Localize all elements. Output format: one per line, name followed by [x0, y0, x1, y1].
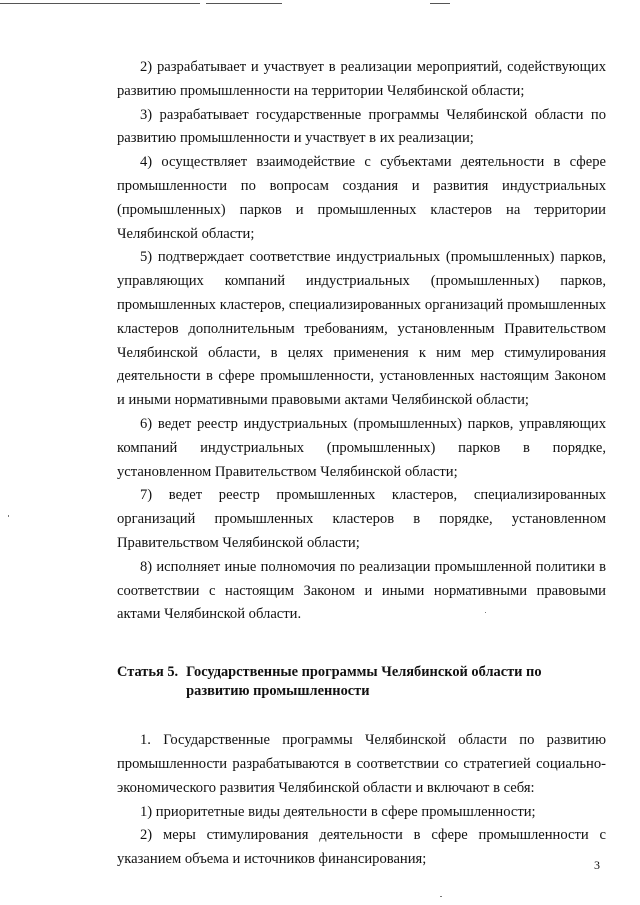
article-list-item-1: 1) приоритетные виды деятельности в сфере промышленности;: [140, 803, 536, 820]
scan-speck: [440, 896, 442, 897]
top-rule-left: [0, 3, 200, 4]
top-rule-middle: [206, 3, 282, 4]
paragraph-item-3: 3) разрабатывает государственные программы Челябинской области по развитию промышленности и участвует в их реализации;: [117, 106, 606, 147]
paragraph-item-2: 2) разрабатывает и участвует в реализации мероприятий, содействующих развитию промышленности на территории Челябинской области;: [117, 59, 606, 99]
paragraph-item-8: 8) исполняет иные полномочия по реализации промышленной политики в соответствии с настоящим Законом и иными нормативными правовыми актами Челябинской области.: [117, 558, 606, 623]
paragraph-item-6: 6) ведет реестр индустриальных (промышленных) парков, управляющих компаний индустриальных (промышленных) парков в порядке, установленном Правительством Челябинской области;: [117, 415, 606, 480]
article-heading: [117, 663, 606, 701]
article-label: Статья 5.: [117, 664, 179, 681]
paragraph-item-5: 5) подтверждает соответствие индустриальных (промышленных) парков, управляющих компаний индустриальных (промышленных) парков, промышленных кластеров, специализированных организаций промышленных кластеров дополнительным требованиям, установленным Правительством Челябинской области, в целях применения к ним мер стимулирования деятельности в сфере промышленности, установленных настоящим Законом и иными нормативными правовыми актами Челябинской области;: [117, 249, 606, 409]
paragraph-item-7: 7) ведет реестр промышленных кластеров, специализированных организаций промышленных кластеров в порядке, установленном Правительством Челябинской области;: [117, 487, 606, 551]
article-list-item-2: 2) меры стимулирования деятельности в сфере промышленности с указанием объема и источников финансирования;: [117, 827, 606, 868]
page-number: 3: [594, 858, 600, 872]
paragraph-item-4: 4) осуществляет взаимодействие с субъектами деятельности в сфере промышленности по вопросам создания и развития индустриальных (промышленных) парков и промышленных кластеров на территории Челябинской области;: [117, 154, 606, 242]
article-title: Государственные программы Челябинской области по развитию промышленности: [186, 664, 542, 700]
scan-speck: [8, 515, 9, 517]
article-paragraph-1: 1. Государственные программы Челябинской области по развитию промышленности разрабатываются в соответствии со стратегией социально-экономического развития Челябинской области и включают в себя:: [117, 732, 606, 796]
heading-spacer: [117, 701, 606, 729]
top-rule-right: [430, 3, 450, 4]
document-body: [117, 56, 606, 872]
scan-speck: [485, 612, 486, 613]
